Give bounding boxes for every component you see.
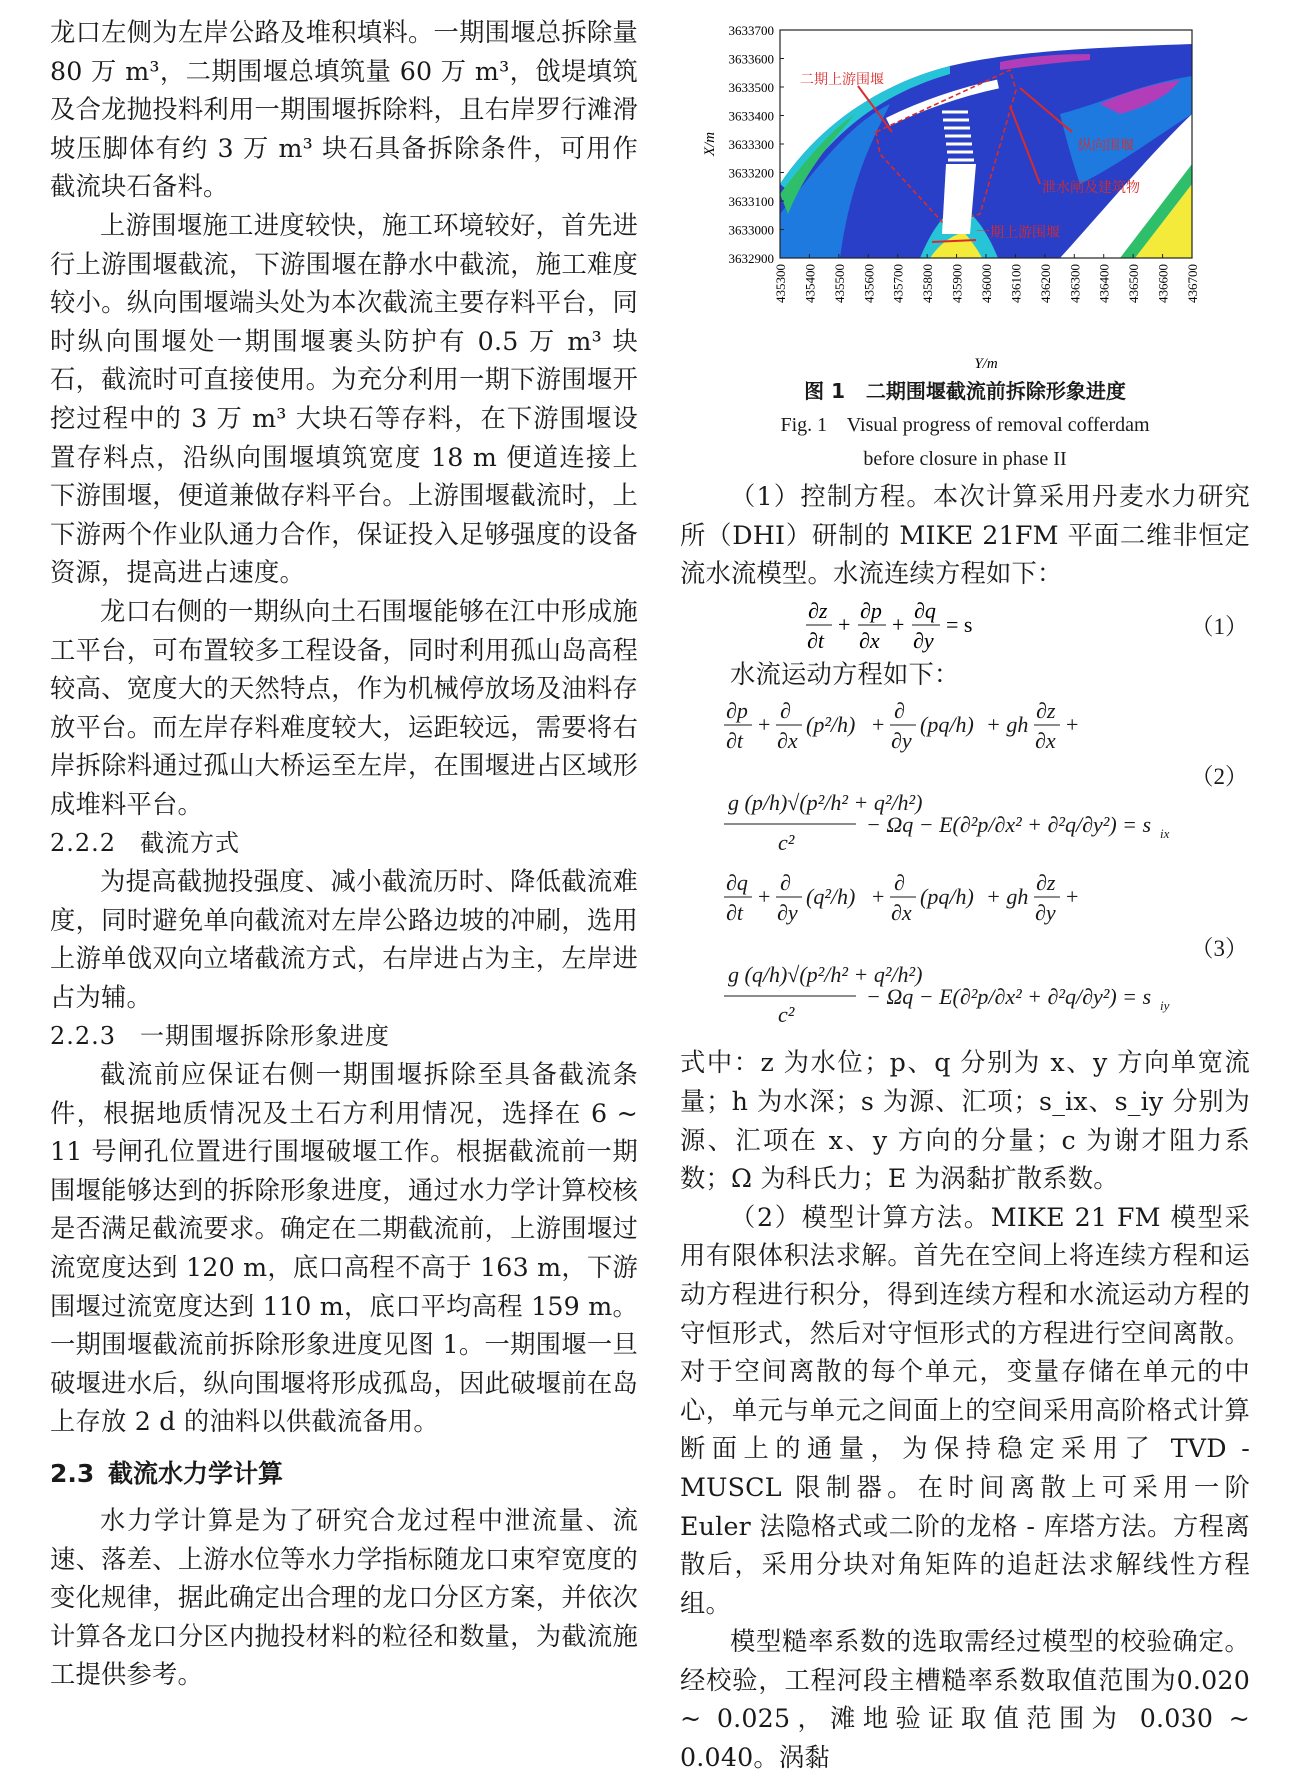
svg-text:∂z: ∂z [1036,870,1056,896]
y-tick-label: 3633500 [728,80,774,95]
equation-1-formula [680,594,1150,656]
x-tick-label: 435300 [773,264,788,303]
svg-text:+: + [1066,712,1079,738]
svg-text:+ gh: + gh [986,712,1029,738]
svg-text:+: + [1066,884,1079,910]
section-heading-2-3 [50,1454,638,1494]
paragraph: 式中：z 为水位；p、q 分别为 x、y 方向单宽流量；h 为水深；s 为源、汇项；s_ix、s_iy 分别为源、汇项在 x、y 方向的分量；c 为谢才阻力系数；Ω 为科氏力；E 为涡黏扩散系数。 [680,1048,1250,1194]
svg-text:∂y: ∂y [913,627,934,653]
svg-text:(q²/h): (q²/h) [806,884,856,910]
equation-3-formula [680,866,1180,1044]
y-axis-label: X/m [702,131,718,157]
paragraph: 水力学计算是为了研究合龙过程中泄流量、流速、落差、上游水位等水力学指标随龙口束窄宽度的变化规律，据此确定出合理的龙口分区方案，并依次计算各龙口分区内抛投材料的粒径和数量，为截流施工提供参考。 [50,1505,638,1690]
svg-text:+: + [872,712,885,738]
paragraph: 为提高截抛投强度、减小截流历时、降低截流难度，同时避免单向截流对左岸公路边坡的冲刷，选用上游单戗双向立堵截流方式，右岸进占为主，左岸进占为辅。 [50,867,638,1012]
paragraph: 模型糙率系数的选取需经过模型的校验确定。经校验，工程河段主槽糙率系数取值范围为0.020 ~ 0.025，滩地验证取值范围为 0.030 ~ 0.040。涡黏 [680,1627,1250,1773]
svg-text:c²: c² [778,830,795,856]
x-tick-label: 436600 [1155,263,1171,303]
svg-text:∂p: ∂p [726,698,748,724]
svg-text:∂y: ∂y [1035,900,1056,926]
svg-text:∂x: ∂x [1035,728,1056,754]
paragraph: （1）控制方程。本次计算采用丹麦水力研究所（DHI）研制的 MIKE 21FM 平面二维非恒定流水流模型。水流连续方程如下： [680,482,1250,589]
svg-text:ix: ix [1160,826,1170,842]
svg-text:− Ωq − E(∂²p/∂x² + ∂²q/∂y²) =: − Ωq − E(∂²p/∂x² + ∂²q/∂y²) = s [866,812,1152,838]
svg-text:iy: iy [1160,998,1170,1014]
caption-text: 二期围堰截流前拆除形象进度 [865,379,1126,403]
svg-text:+: + [838,611,851,637]
heading-title: 一期围堰拆除形象进度 [140,1022,390,1051]
heading-number: 2.3 [50,1458,95,1488]
heading-title: 截流水力学计算 [108,1458,284,1488]
section-heading-2-2-2 [50,824,638,863]
x-tick-label: 435700 [890,264,906,303]
y-tick-label: 3633100 [728,194,774,209]
svg-text:+: + [872,884,885,910]
y-tick-label: 3633700 [728,23,774,38]
svg-text:∂q: ∂q [726,870,748,896]
heading-number: 2.2.2 [50,829,117,858]
svg-text:∂t: ∂t [726,728,743,754]
x-tick-label: 435400 [802,264,818,303]
paragraph: （2）模型计算方法。MIKE 21 FM 模型采用有限体积法求解。首先在空间上将连续方程和运动方程进行积分，得到连续方程和水流运动方程的守恒形式，然后对守恒形式的方程进行空间离散。对于空间离散的每个单元，变量存储在单元的中心，单元与单元之间面上的空间采用高阶格式计算断面上的通量，为保持稳定采用了 TVD - MUSCL 限制器。在时间离散上可采用一阶 Euler 法隐格式或二阶的龙格 - 库塔方法。方程离散后，采用分块对角矩阵的追赶法求解线性方程组。 [680,1202,1250,1618]
svg-text:= s: = s [946,611,973,637]
svg-text:∂q: ∂q [914,597,936,623]
caption-number: 图 1 [804,379,845,403]
equation-number: （2） [1190,764,1248,790]
svg-text:c²: c² [778,1002,795,1028]
equation-2-formula [680,694,1180,866]
x-tick-label: 436100 [1008,264,1024,303]
svg-text:∂: ∂ [894,870,905,896]
paragraph: 截流前应保证右侧一期围堰拆除至具备截流条件，根据地质情况及土石方利用情况，选择在 6 ~ 11 号闸孔位置进行围堰破堰工作。根据截流前一期围堰能够达到的拆除形象进度，通过水力学计算校核是否满足截流要求。确定在二期截流前，上游围堰过流宽度达到 120 m，底口高程不高于 163 m，下游围堰过流宽度达到 110 m，底口平均高程 159 m。一期围堰截流前拆除形象进度见图 1。一期围堰一旦破堰进水后，纵向围堰将形成孤岛，因此破堰前在岛上存放 2 d 的油料以供截流备用。 [50,1060,638,1437]
svg-text:∂: ∂ [780,698,791,724]
svg-text:∂x: ∂x [891,900,912,926]
y-tick-label: 3632900 [728,251,774,266]
y-tick-label: 3633000 [728,222,774,238]
y-tick-label: 3633300 [728,137,774,152]
svg-text:∂: ∂ [894,698,905,724]
svg-text:(pq/h): (pq/h) [920,884,974,910]
equation-3 [680,866,1250,1044]
svg-text:∂: ∂ [780,870,791,896]
svg-text:∂x: ∂x [859,627,880,653]
svg-text:− Ωq − E(∂²p/∂x² + ∂²q/∂y²) =: − Ωq − E(∂²p/∂x² + ∂²q/∂y²) = s [866,984,1152,1010]
heading-number: 2.2.3 [50,1022,117,1051]
paragraph: 龙口左侧为左岸公路及堆积填料。一期围堰总拆除量 80 万 m³，二期围堰总填筑量 60 万 m³，戗堤填筑及合龙抛投料利用一期围堰拆除料，且右岸罗行滩滑坡压脚体有约 3 万 m³ 块石具备拆除条件，可用作截流块石备料。 [50,18,638,202]
y-axis-ticks [729,23,785,266]
annotation-sluice: 泄水闸及建筑物 [1042,181,1140,196]
x-tick-label: 435500 [831,264,847,303]
figure-1 [680,14,1250,374]
svg-text:+: + [892,611,905,637]
x-tick-label: 436300 [1067,264,1083,303]
figure-caption-zh [680,374,1250,408]
svg-text:∂p: ∂p [860,597,882,623]
svg-text:+: + [758,884,771,910]
equation-2 [680,694,1250,866]
annotation-upstream-phase1: 一期上游围堰 [976,226,1060,241]
svg-text:(pq/h): (pq/h) [920,712,974,738]
right-column [680,14,1250,1778]
flow-field-map [680,14,1250,374]
x-tick-label: 436400 [1096,264,1112,303]
y-tick-label: 3633400 [728,108,774,124]
annotation-upstream-phase2: 二期上游围堰 [800,73,884,88]
x-tick-label: 435800 [920,264,936,303]
svg-text:+ gh: + gh [986,884,1029,910]
svg-text:∂z: ∂z [808,597,828,623]
svg-text:g (q/h)√(p²/h² + q²/h²): g (q/h)√(p²/h² + q²/h²) [728,962,923,988]
x-tick-label: 436500 [1126,264,1142,303]
equation-number: （1） [1190,613,1248,639]
paragraph: 龙口右侧的一期纵向土石围堰能够在江中形成施工平台，可布置较多工程设备，同时利用孤山岛高程较高、宽度大的天然特点，作为机械停放场及油料存放平台。而左岸存料难度较大，运距较远，需要将右岸拆除料通过孤山大桥运至左岸，在围堰进占区域形成堆料平台。 [50,596,638,819]
y-tick-label: 3633200 [728,165,774,181]
section-heading-2-2-3 [50,1017,638,1056]
svg-text:(p²/h): (p²/h) [806,712,856,738]
svg-text:∂x: ∂x [777,728,798,754]
x-tick-label: 436000 [979,264,994,303]
svg-text:∂z: ∂z [1036,698,1056,724]
x-axis-ticks [773,254,1200,303]
x-tick-label: 436200 [1037,264,1053,303]
svg-text:+: + [758,712,771,738]
svg-text:∂y: ∂y [777,900,798,926]
equation-number: （3） [1190,936,1248,962]
paragraph: 水流运动方程如下： [730,659,960,689]
x-tick-label: 435600 [861,264,877,303]
svg-text:∂t: ∂t [807,627,824,653]
figure-caption-en-line1: Fig. 1 Visual progress of removal cofferdam [780,414,1150,436]
equation-1 [680,594,1250,656]
left-column [50,14,638,1695]
svg-text:∂y: ∂y [891,728,912,754]
y-tick-label: 3633600 [728,51,774,67]
annotation-longitudinal: 纵向围堰 [1078,139,1134,154]
x-tick-label: 436700 [1185,264,1200,303]
x-axis-label: Y/m [974,356,998,372]
paragraph: 上游围堰施工进度较快，施工环境较好，首先进行上游围堰截流，下游围堰在静水中截流，施工难度较小。纵向围堰端头处为本次截流主要存料平台，同时纵向围堰处一期围堰裹头防护有 0.5 万 m³ 块石，截流时可直接使用。为充分利用一期下游围堰开挖过程中的 3 万 m³ 大块石等存料，在下游围堰设置存料点，沿纵向围堰填筑宽度 18 m 便道连接上下游围堰，便道兼做存料平台。上游围堰截流时，上下游两个作业队通力合作，保证投入足够强度的设备资源，提高进占速度。 [50,210,638,588]
heading-title: 截流方式 [140,829,240,858]
svg-text:g (p/h)√(p²/h² + q²/h²): g (p/h)√(p²/h² + q²/h²) [728,790,923,816]
svg-text:∂t: ∂t [726,900,743,926]
figure-caption-en-line2: before closure in phase II [863,448,1067,470]
x-tick-label: 435900 [949,264,965,303]
